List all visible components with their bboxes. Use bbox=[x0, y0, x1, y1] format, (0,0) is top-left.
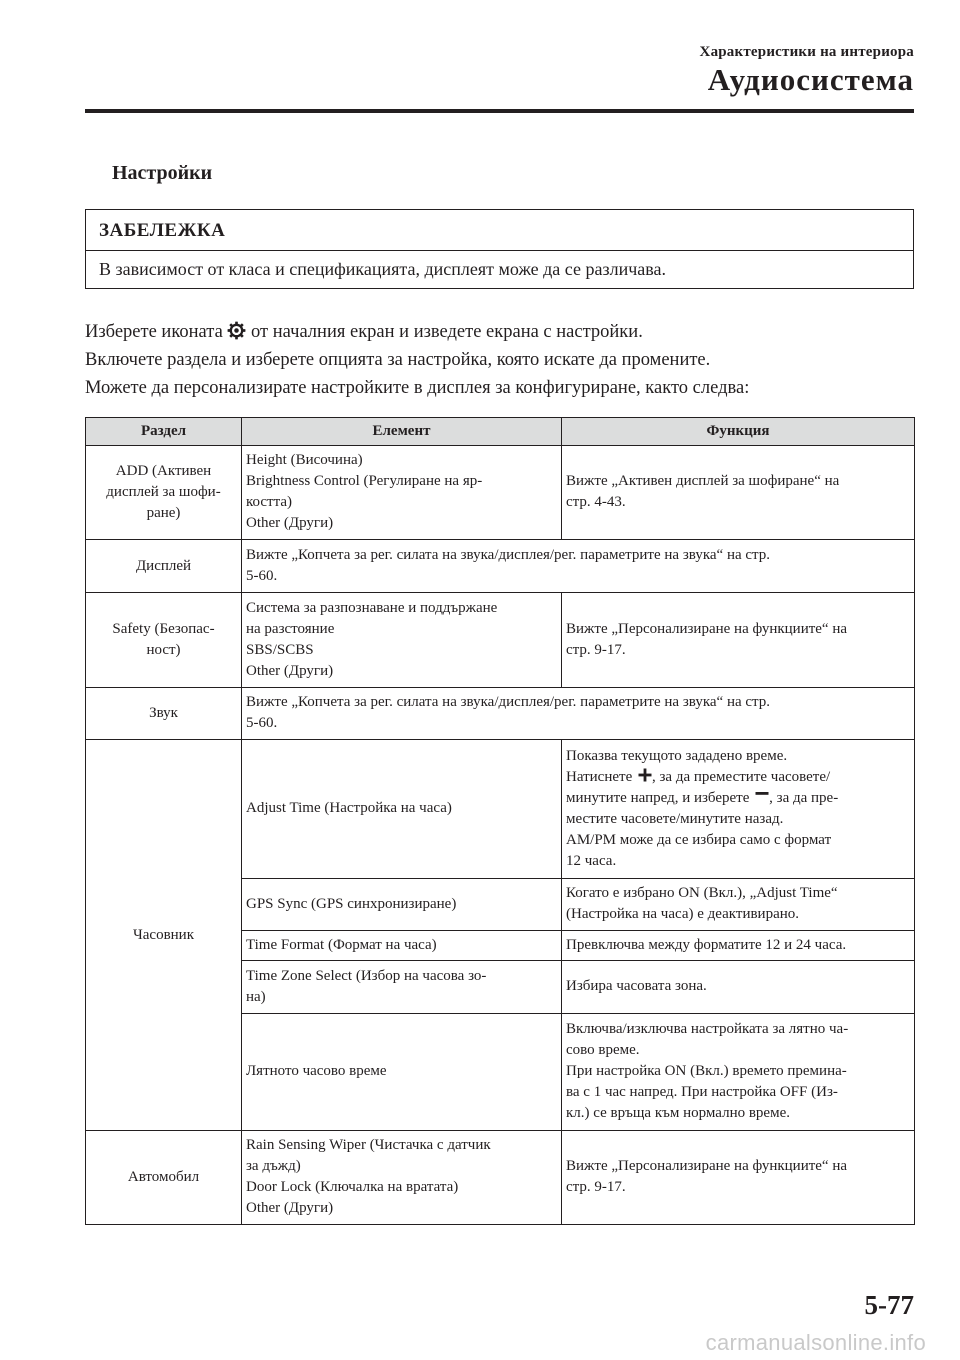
cell-line: 5-60. bbox=[246, 567, 278, 584]
row-element bbox=[242, 931, 562, 961]
cell-line: Time Format (Формат на часа) bbox=[246, 936, 437, 953]
cell-line: 12 часа. bbox=[566, 852, 617, 869]
cell-line: (Настройка на часа) е деактивирано. bbox=[566, 906, 800, 922]
intro-line-1-end: от началния екран и изведете екрана с настройки. bbox=[246, 322, 643, 342]
minus-icon bbox=[755, 789, 769, 803]
cell-line: Rain Sensing Wiper (Чистачка с датчик bbox=[246, 1137, 491, 1153]
row-function bbox=[562, 593, 915, 688]
row-section-clock: Часовник bbox=[86, 740, 242, 1131]
section-title: Настройки bbox=[112, 162, 213, 184]
cell-line: Other (Други) bbox=[246, 662, 334, 679]
cell-line: Когато е избрано ON (Вкл.), „Adjust Time“ bbox=[566, 885, 838, 901]
settings-table bbox=[85, 417, 915, 1225]
cell-text: , за да преместите часовете/ bbox=[652, 768, 831, 785]
row-element bbox=[242, 740, 562, 879]
page-number: 5-77 bbox=[864, 1290, 914, 1320]
cell-line: Brightness Control (Регулиране на яр- bbox=[246, 473, 483, 489]
intro-line-1 bbox=[85, 318, 925, 346]
cell-line: Door Lock (Ключалка на вратата) bbox=[246, 1179, 459, 1195]
table-row bbox=[86, 446, 915, 540]
cell-text: Натиснете bbox=[566, 768, 636, 785]
settings-gear-icon bbox=[227, 321, 246, 340]
row-section bbox=[86, 688, 242, 740]
note-box bbox=[85, 209, 914, 289]
cell-line: Звук bbox=[149, 705, 178, 721]
row-element bbox=[242, 961, 562, 1014]
cell-line: SBS/SCBS bbox=[246, 641, 314, 658]
cell-line: При настройка ON (Вкл.) времето премина- bbox=[566, 1063, 847, 1079]
cell-text: , за да пре- bbox=[769, 789, 839, 806]
table-row bbox=[86, 688, 915, 740]
row-element bbox=[242, 593, 562, 688]
table-row bbox=[86, 540, 915, 593]
row-section bbox=[86, 1131, 242, 1225]
cell-line: Вижте „Копчета за рег. силата на звука/дисплея/рег. параметрите на звука“ на стр. bbox=[246, 694, 771, 710]
row-function bbox=[562, 961, 915, 1014]
cell-line: Вижте „Копчета за рег. силата на звука/дисплея/рег. параметрите на звука“ на стр. bbox=[246, 546, 771, 563]
row-section bbox=[86, 593, 242, 688]
cell-line: Избира часовата зона. bbox=[566, 978, 707, 994]
cell-text: минутите напред, и изберете bbox=[566, 789, 754, 806]
row-section bbox=[86, 446, 242, 540]
cell-line: Height (Височина) bbox=[246, 452, 363, 468]
header-element: Елемент bbox=[242, 418, 562, 446]
cell-line: за дъжд) bbox=[246, 1158, 301, 1174]
cell-line: ност) bbox=[146, 642, 181, 658]
intro-text bbox=[85, 318, 925, 402]
header-function: Функция bbox=[562, 418, 915, 446]
cell-line: 5-60. bbox=[246, 715, 278, 731]
cell-line: Вижте „Персонализиране на функциите“ на bbox=[566, 1158, 848, 1174]
cell-line: Safety (Безопас- bbox=[112, 621, 215, 637]
cell-line: костта) bbox=[246, 494, 293, 510]
row-element bbox=[242, 446, 562, 540]
cell-line: Превключва между форматите 12 и 24 часа. bbox=[566, 936, 847, 953]
table-row bbox=[86, 593, 915, 688]
cell-line: местите часовете/минутите назад. bbox=[566, 810, 784, 827]
cell-line: Other (Други) bbox=[246, 1200, 334, 1216]
table-header-row bbox=[86, 418, 915, 446]
row-function bbox=[562, 740, 915, 879]
row-element bbox=[242, 879, 562, 931]
cell-line: ране) bbox=[146, 505, 181, 521]
table-row bbox=[86, 740, 915, 879]
header-rule bbox=[85, 109, 914, 113]
cell-line: Дисплей bbox=[135, 557, 192, 574]
cell-line: Adjust Time (Настройка на часа) bbox=[246, 800, 452, 816]
intro-line-2: Включете раздела и изберете опцията за настройка, която искате да промените. bbox=[85, 350, 711, 370]
chapter-subtitle: Характеристики на интериора bbox=[699, 44, 914, 60]
cell-line: GPS Sync (GPS синхронизиране) bbox=[246, 895, 457, 912]
cell-line: Показва текущото зададено време. bbox=[566, 747, 788, 764]
cell-line: AM/PM може да се избира само с формат bbox=[566, 831, 832, 848]
table-row bbox=[86, 1131, 915, 1225]
cell-line: Система за разпознаване и поддържане bbox=[246, 599, 498, 616]
cell-line: дисплей за шофи- bbox=[106, 484, 221, 500]
cell-line: Вижте „Персонализиране на функциите“ на bbox=[566, 620, 848, 637]
row-function bbox=[562, 1131, 915, 1225]
cell-line: кл.) се връща към нормално време. bbox=[566, 1105, 790, 1121]
cell-line: ва с 1 час напред. При настройка OFF (Из- bbox=[566, 1084, 838, 1100]
row-combined bbox=[242, 688, 915, 740]
cell-line: стр. 9-17. bbox=[566, 1179, 626, 1195]
cell-line: на) bbox=[246, 988, 266, 1005]
cell-line bbox=[566, 767, 910, 788]
plus-icon bbox=[638, 768, 652, 782]
cell-line: Включва/изключва настройката за лятно ча- bbox=[566, 1021, 849, 1037]
watermark: carmanualsonline.info bbox=[705, 1330, 926, 1355]
cell-line: Автомобил bbox=[127, 1169, 200, 1185]
cell-line: Other (Други) bbox=[246, 515, 334, 531]
cell-line: стр. 4-43. bbox=[566, 494, 626, 510]
intro-line-3: Можете да персонализирате настройките в дисплея за конфигуриране, както следва: bbox=[85, 378, 750, 398]
chapter-title: Аудиосистема bbox=[707, 62, 914, 97]
cell-line: Вижте „Активен дисплей за шофиране“ на bbox=[566, 473, 840, 489]
note-heading: ЗАБЕЛЕЖКА bbox=[86, 210, 913, 251]
cell-line: Лятното часово време bbox=[246, 1063, 387, 1079]
row-combined bbox=[242, 540, 915, 593]
row-section bbox=[86, 540, 242, 593]
cell-line: на разстояние bbox=[246, 620, 335, 637]
cell-line bbox=[566, 788, 910, 809]
note-text: В зависимост от класа и спецификацията, дисплеят може да се различава. bbox=[99, 259, 666, 279]
cell-line: сово време. bbox=[566, 1042, 640, 1058]
row-function bbox=[562, 879, 915, 931]
cell-line: ADD (Активен bbox=[115, 463, 212, 479]
header-section: Раздел bbox=[86, 418, 242, 446]
intro-line-1-start: Изберете иконата bbox=[85, 322, 228, 342]
row-function bbox=[562, 1014, 915, 1131]
row-element bbox=[242, 1131, 562, 1225]
cell-line: стр. 9-17. bbox=[566, 641, 626, 658]
cell-line: Time Zone Select (Избор на часова зо- bbox=[246, 967, 487, 984]
row-function bbox=[562, 446, 915, 540]
row-function bbox=[562, 931, 915, 961]
row-element bbox=[242, 1014, 562, 1131]
